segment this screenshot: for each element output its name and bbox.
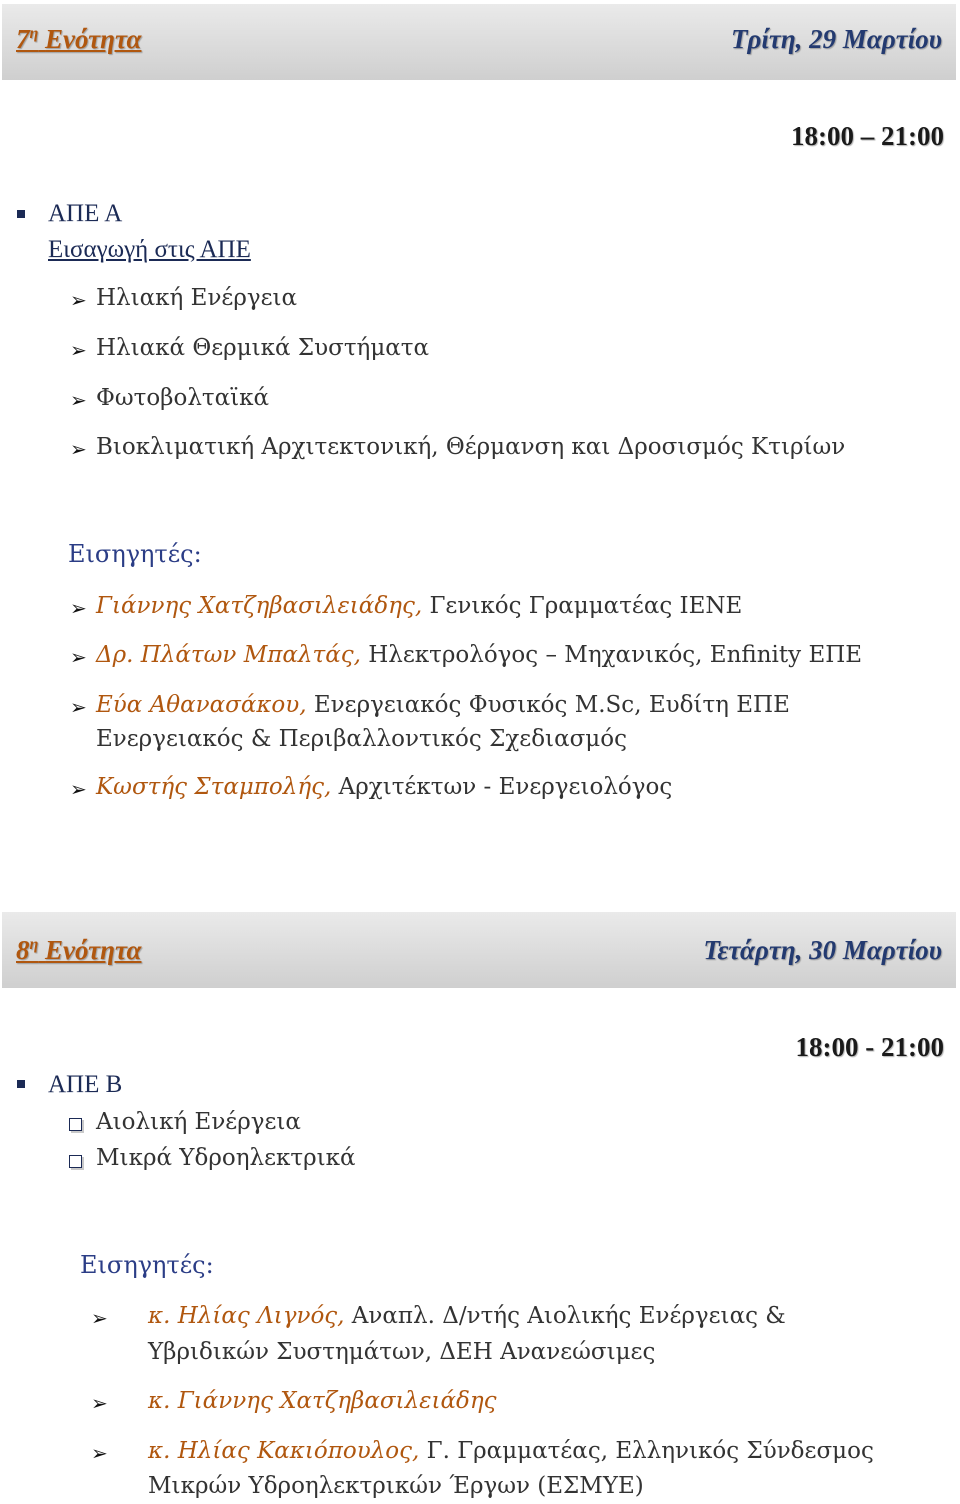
unit-8-date: Τετάρτη, 30 Μαρτίου: [703, 935, 942, 965]
arrow-bullet-icon: ➢: [70, 695, 87, 719]
speaker-row: κ. Ηλίας Κακιόπουλος, Γ. Γραμματέας, Ελληνικός Σύνδεσμος: [148, 1438, 874, 1464]
speaker-row: κ. Γιάννης Χατζηβασιλειάδης: [148, 1388, 497, 1414]
topic-a-item: Ηλιακή Ενέργεια: [96, 285, 298, 311]
topic-a-subtitle: Εισαγωγή στις ΑΠΕ: [48, 236, 251, 263]
speakers-label-2: Εισηγητές:: [80, 1251, 214, 1279]
arrow-bullet-icon: ➢: [70, 645, 87, 669]
arrow-bullet-icon: ➢: [70, 288, 87, 312]
topic-a: [48, 196, 251, 268]
topic-b-item: Αιολική Ενέργεια: [96, 1109, 301, 1135]
arrow-bullet-icon: ➢: [91, 1391, 108, 1415]
topic-a-title: ΑΠΕ Α: [48, 200, 123, 227]
square-bullet-icon: [17, 210, 25, 218]
arrow-bullet-icon: ➢: [70, 596, 87, 620]
arrow-bullet-icon: ➢: [91, 1306, 108, 1330]
arrow-bullet-icon: ➢: [70, 437, 87, 461]
speaker-row-continued: Υβριδικών Συστημάτων, ΔΕΗ Ανανεώσιμες: [148, 1339, 656, 1365]
arrow-bullet-icon: ➢: [70, 338, 87, 362]
speaker-row: Κωστής Σταμπολής, Αρχιτέκτων - Ενεργειολόγος: [96, 774, 673, 800]
arrow-bullet-icon: ➢: [70, 777, 87, 801]
checkbox-bullet-icon: [69, 1155, 82, 1168]
unit-7-date: Τρίτη, 29 Μαρτίου: [730, 24, 942, 54]
topic-a-item: Φωτοβολταϊκά: [96, 385, 270, 411]
arrow-bullet-icon: ➢: [91, 1441, 108, 1465]
speaker-row-continued: Ενεργειακός & Περιβαλλοντικός Σχεδιασμός: [96, 726, 627, 752]
speaker-row: κ. Ηλίας Λιγνός, Αναπλ. Δ/ντής Αιολικής Ενέργειας &: [148, 1303, 786, 1329]
topic-b-item: Μικρά Υδροηλεκτρικά: [96, 1145, 356, 1171]
speaker-row-continued: Μικρών Υδροηλεκτρικών Έργων (ΕΣΜΥΕ): [148, 1473, 644, 1499]
unit-7-time: 18:00 – 21:00: [791, 121, 944, 151]
square-bullet-icon: [17, 1080, 25, 1088]
unit-7-title: $7^\eta$ Ενότητα: [16, 24, 142, 54]
unit-8-time: 18:00 - 21:00: [795, 1032, 944, 1062]
speaker-row: Γιάννης Χατζηβασιλειάδης, Γενικός Γραμματέας ΙΕΝΕ: [96, 593, 743, 619]
unit-8-title: $8^\eta$ Ενότητα: [16, 935, 142, 965]
speaker-row: Εύα Αθανασάκου, Ενεργειακός Φυσικός M.Sc, Ευδίτη ΕΠΕ: [96, 692, 790, 718]
topic-b-title: ΑΠΕ Β: [48, 1071, 123, 1098]
speakers-label-1: Εισηγητές:: [68, 540, 202, 568]
checkbox-bullet-icon: [69, 1118, 82, 1131]
speaker-row: Δρ. Πλάτων Μπαλτάς, Ηλεκτρολόγος – Μηχανικός, Enfinity ΕΠΕ: [96, 642, 863, 668]
arrow-bullet-icon: ➢: [70, 388, 87, 412]
topic-a-item: Βιοκλιματική Αρχιτεκτονική, Θέρμανση και Δροσισμός Κτιρίων: [96, 434, 846, 460]
topic-a-item: Ηλιακά Θερμικά Συστήματα: [96, 335, 430, 361]
